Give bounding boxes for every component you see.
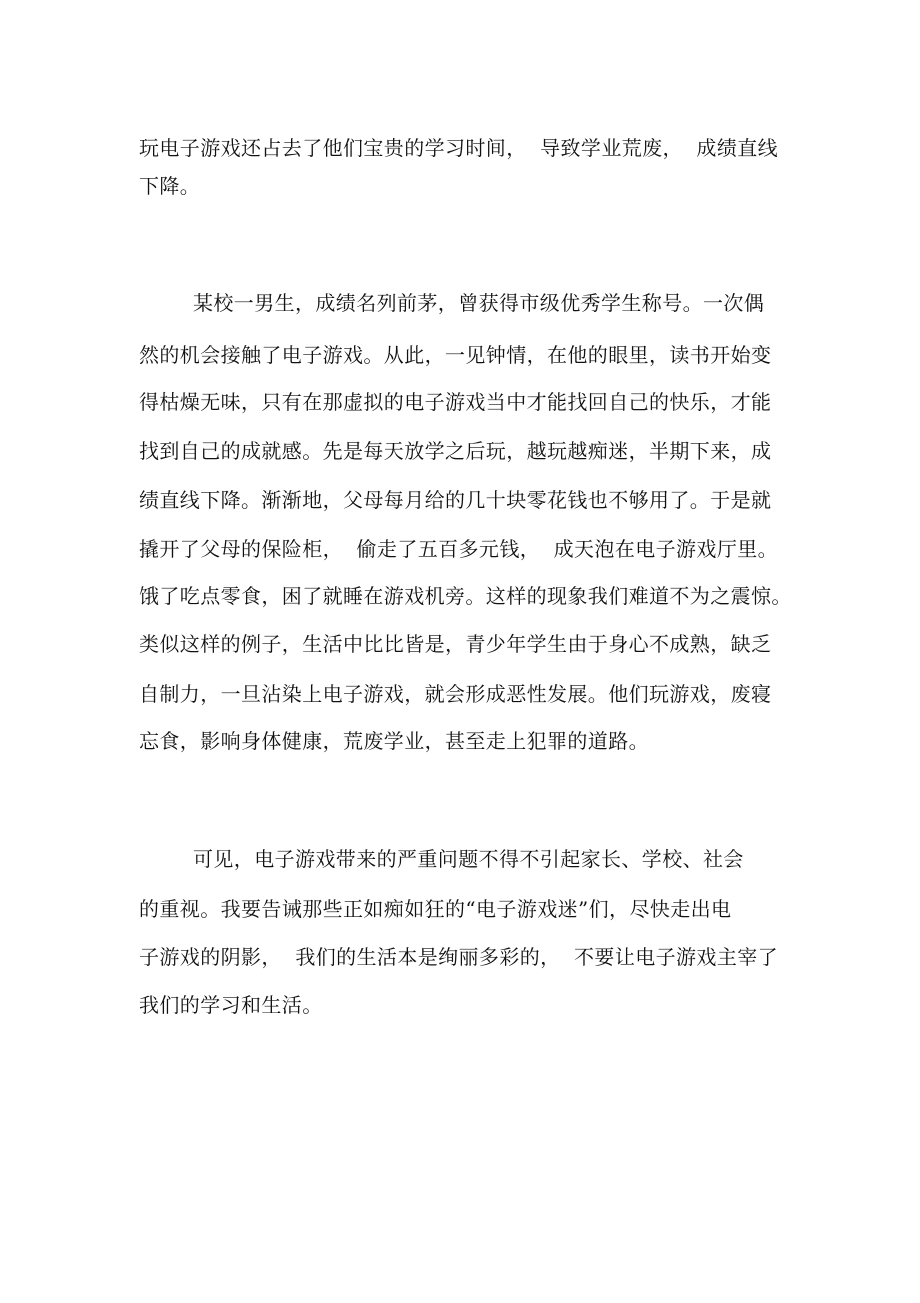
paragraph-line: 忘食，影响身体健康，荒废学业，甚至走上犯罪的道路。: [139, 729, 649, 753]
paragraph-line: 饿了吃点零食，困了就睡在游戏机旁。这样的现象我们难道不为之震惊。: [139, 584, 792, 608]
paragraph-line: 类似这样的例子，生活中比比皆是，青少年学生由于身心不成熟，缺乏: [139, 632, 772, 656]
paragraph-line: 找到自己的成就感。先是每天放学之后玩，越玩越痴迷，半期下来，成: [139, 439, 772, 463]
paragraph-line: 的重视。我要告诫那些正如痴如狂的“电子游戏迷”们，尽快走出电: [139, 897, 732, 921]
paragraph-line: 可见，电子游戏带来的严重问题不得不引起家长、学校、社会: [193, 847, 744, 871]
paragraph-line: 下降。: [139, 174, 201, 198]
paragraph-line: 得枯燥无味，只有在那虚拟的电子游戏当中才能找回自己的快乐，才能: [139, 390, 772, 414]
paragraph-line: 子游戏的阴影， 我们的生活本是绚丽多彩的， 不要让电子游戏主宰了: [139, 945, 779, 969]
paragraph-line: 自制力，一旦沾染上电子游戏，就会形成恶性发展。他们玩游戏，废寝: [139, 682, 772, 706]
paragraph-line: 绩直线下降。渐渐地，父母每月给的几十块零花钱也不够用了。于是就: [139, 488, 772, 512]
paragraph-line: 某校一男生，成绩名列前茅，曾获得市级优秀学生称号。一次偶: [193, 291, 765, 315]
paragraph-line: 撬开了父母的保险柜， 偷走了五百多元钱， 成天泡在电子游戏厅里。: [139, 537, 779, 561]
paragraph-line: 我们的学习和生活。: [139, 993, 323, 1017]
paragraph-line: 玩电子游戏还占去了他们宝贵的学习时间， 导致学业荒废， 成绩直线: [139, 136, 779, 160]
paragraph-line: 然的机会接触了电子游戏。从此，一见钟情，在他的眼里，读书开始变: [139, 343, 772, 367]
